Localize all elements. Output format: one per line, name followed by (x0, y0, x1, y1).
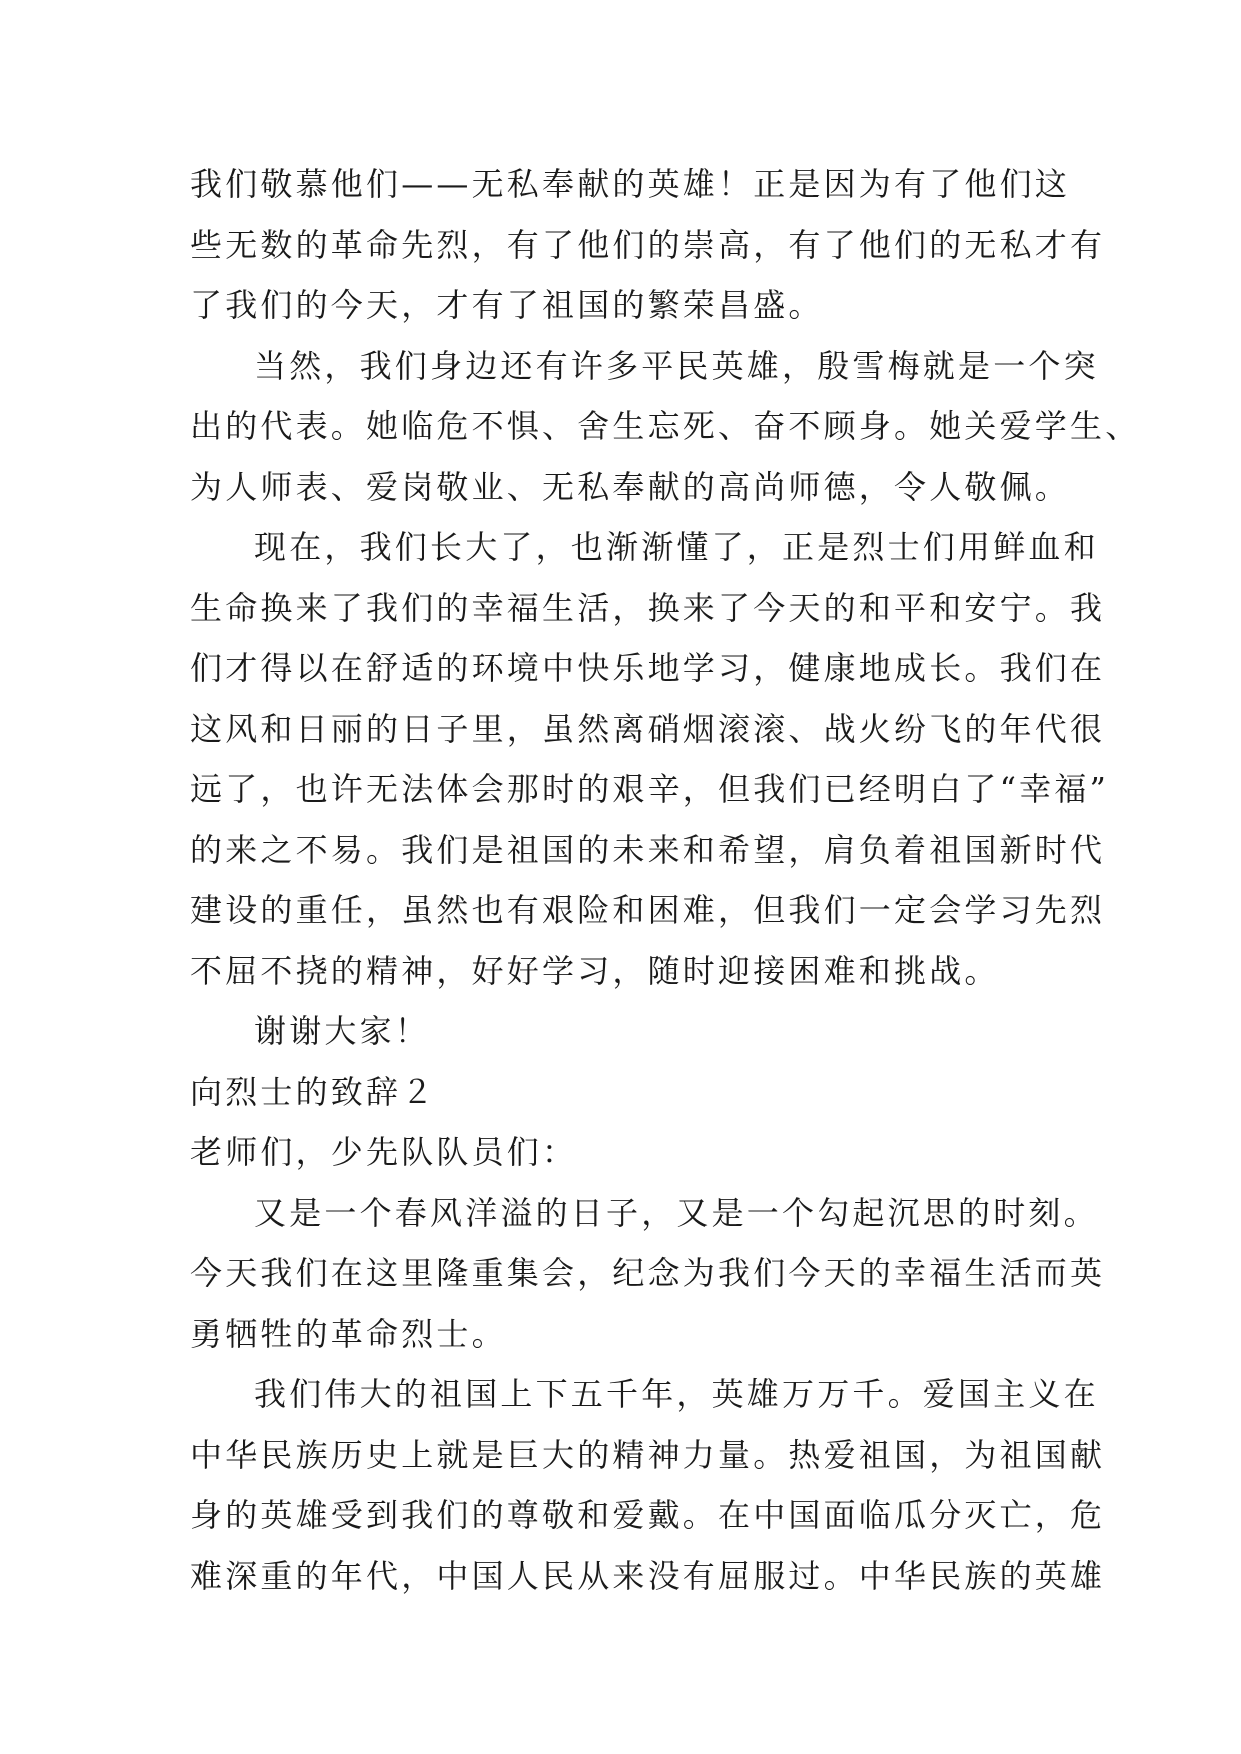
text-line: 们才得以在舒适的环境中快乐地学习，健康地成长。我们在 (190, 649, 1106, 687)
text-line: 这风和日丽的日子里，虽然离硝烟滚滚、战火纷飞的年代很 (190, 709, 1106, 748)
text-line: 建设的重任，虽然也有艰险和困难，但我们一定会学习先烈 (190, 891, 1106, 929)
text-line: 今天我们在这里隆重集会，纪念为我们今天的幸福生活而英 (190, 1254, 1106, 1292)
text-line: 为人师表、爱岗敬业、无私奉献的高尚师德，令人敬佩。 (190, 467, 1071, 506)
text-line: 了我们的今天，才有了祖国的繁荣昌盛。 (190, 286, 824, 324)
text-line: 中华民族历史上就是巨大的精神力量。热爱祖国，为祖国献 (190, 1435, 1106, 1474)
text-line: 些无数的革命先烈，有了他们的崇高，有了他们的无私才有 (190, 225, 1106, 264)
closing-line: 谢谢大家！ (254, 1012, 431, 1050)
paragraph-start-line: 当然，我们身边还有许多平民英雄，殷雪梅就是一个突 (254, 346, 1099, 385)
text-line: 生命换来了我们的幸福生活，换来了今天的和平和安宁。我 (190, 588, 1106, 627)
text-line: 我们敬慕他们——无私奉献的英雄！正是因为有了他们这 (190, 165, 1071, 203)
paragraph-start-line: 现在，我们长大了，也渐渐懂了，正是烈士们用鲜血和 (254, 528, 1099, 566)
paragraph-start-line: 又是一个春风洋溢的日子，又是一个勾起沉思的时刻。 (254, 1193, 1099, 1232)
document-body (190, 154, 1141, 1606)
text-line: 不屈不挠的精神，好好学习，随时迎接困难和挑战。 (190, 951, 1000, 990)
salutation-line: 老师们，少先队队员们： (190, 1133, 578, 1171)
paragraph-start-line: 我们伟大的祖国上下五千年，英雄万万千。爱国主义在 (254, 1375, 1099, 1413)
text-line: 勇牺牲的革命烈士。 (190, 1314, 507, 1353)
text-line: 身的英雄受到我们的尊敬和爱戴。在中国面临瓜分灭亡，危 (190, 1496, 1106, 1534)
section-title: 向烈士的致辞２ (190, 1072, 437, 1111)
text-line: 的来之不易。我们是祖国的未来和希望，肩负着祖国新时代 (190, 830, 1106, 869)
text-line: 难深重的年代，中国人民从来没有屈服过。中华民族的英雄 (190, 1556, 1106, 1595)
text-line: 出的代表。她临危不惧、舍生忘死、奋不顾身。她关爱学生、 (190, 407, 1141, 445)
text-line: 远了，也许无法体会那时的艰辛，但我们已经明白了“幸福” (190, 770, 1110, 808)
